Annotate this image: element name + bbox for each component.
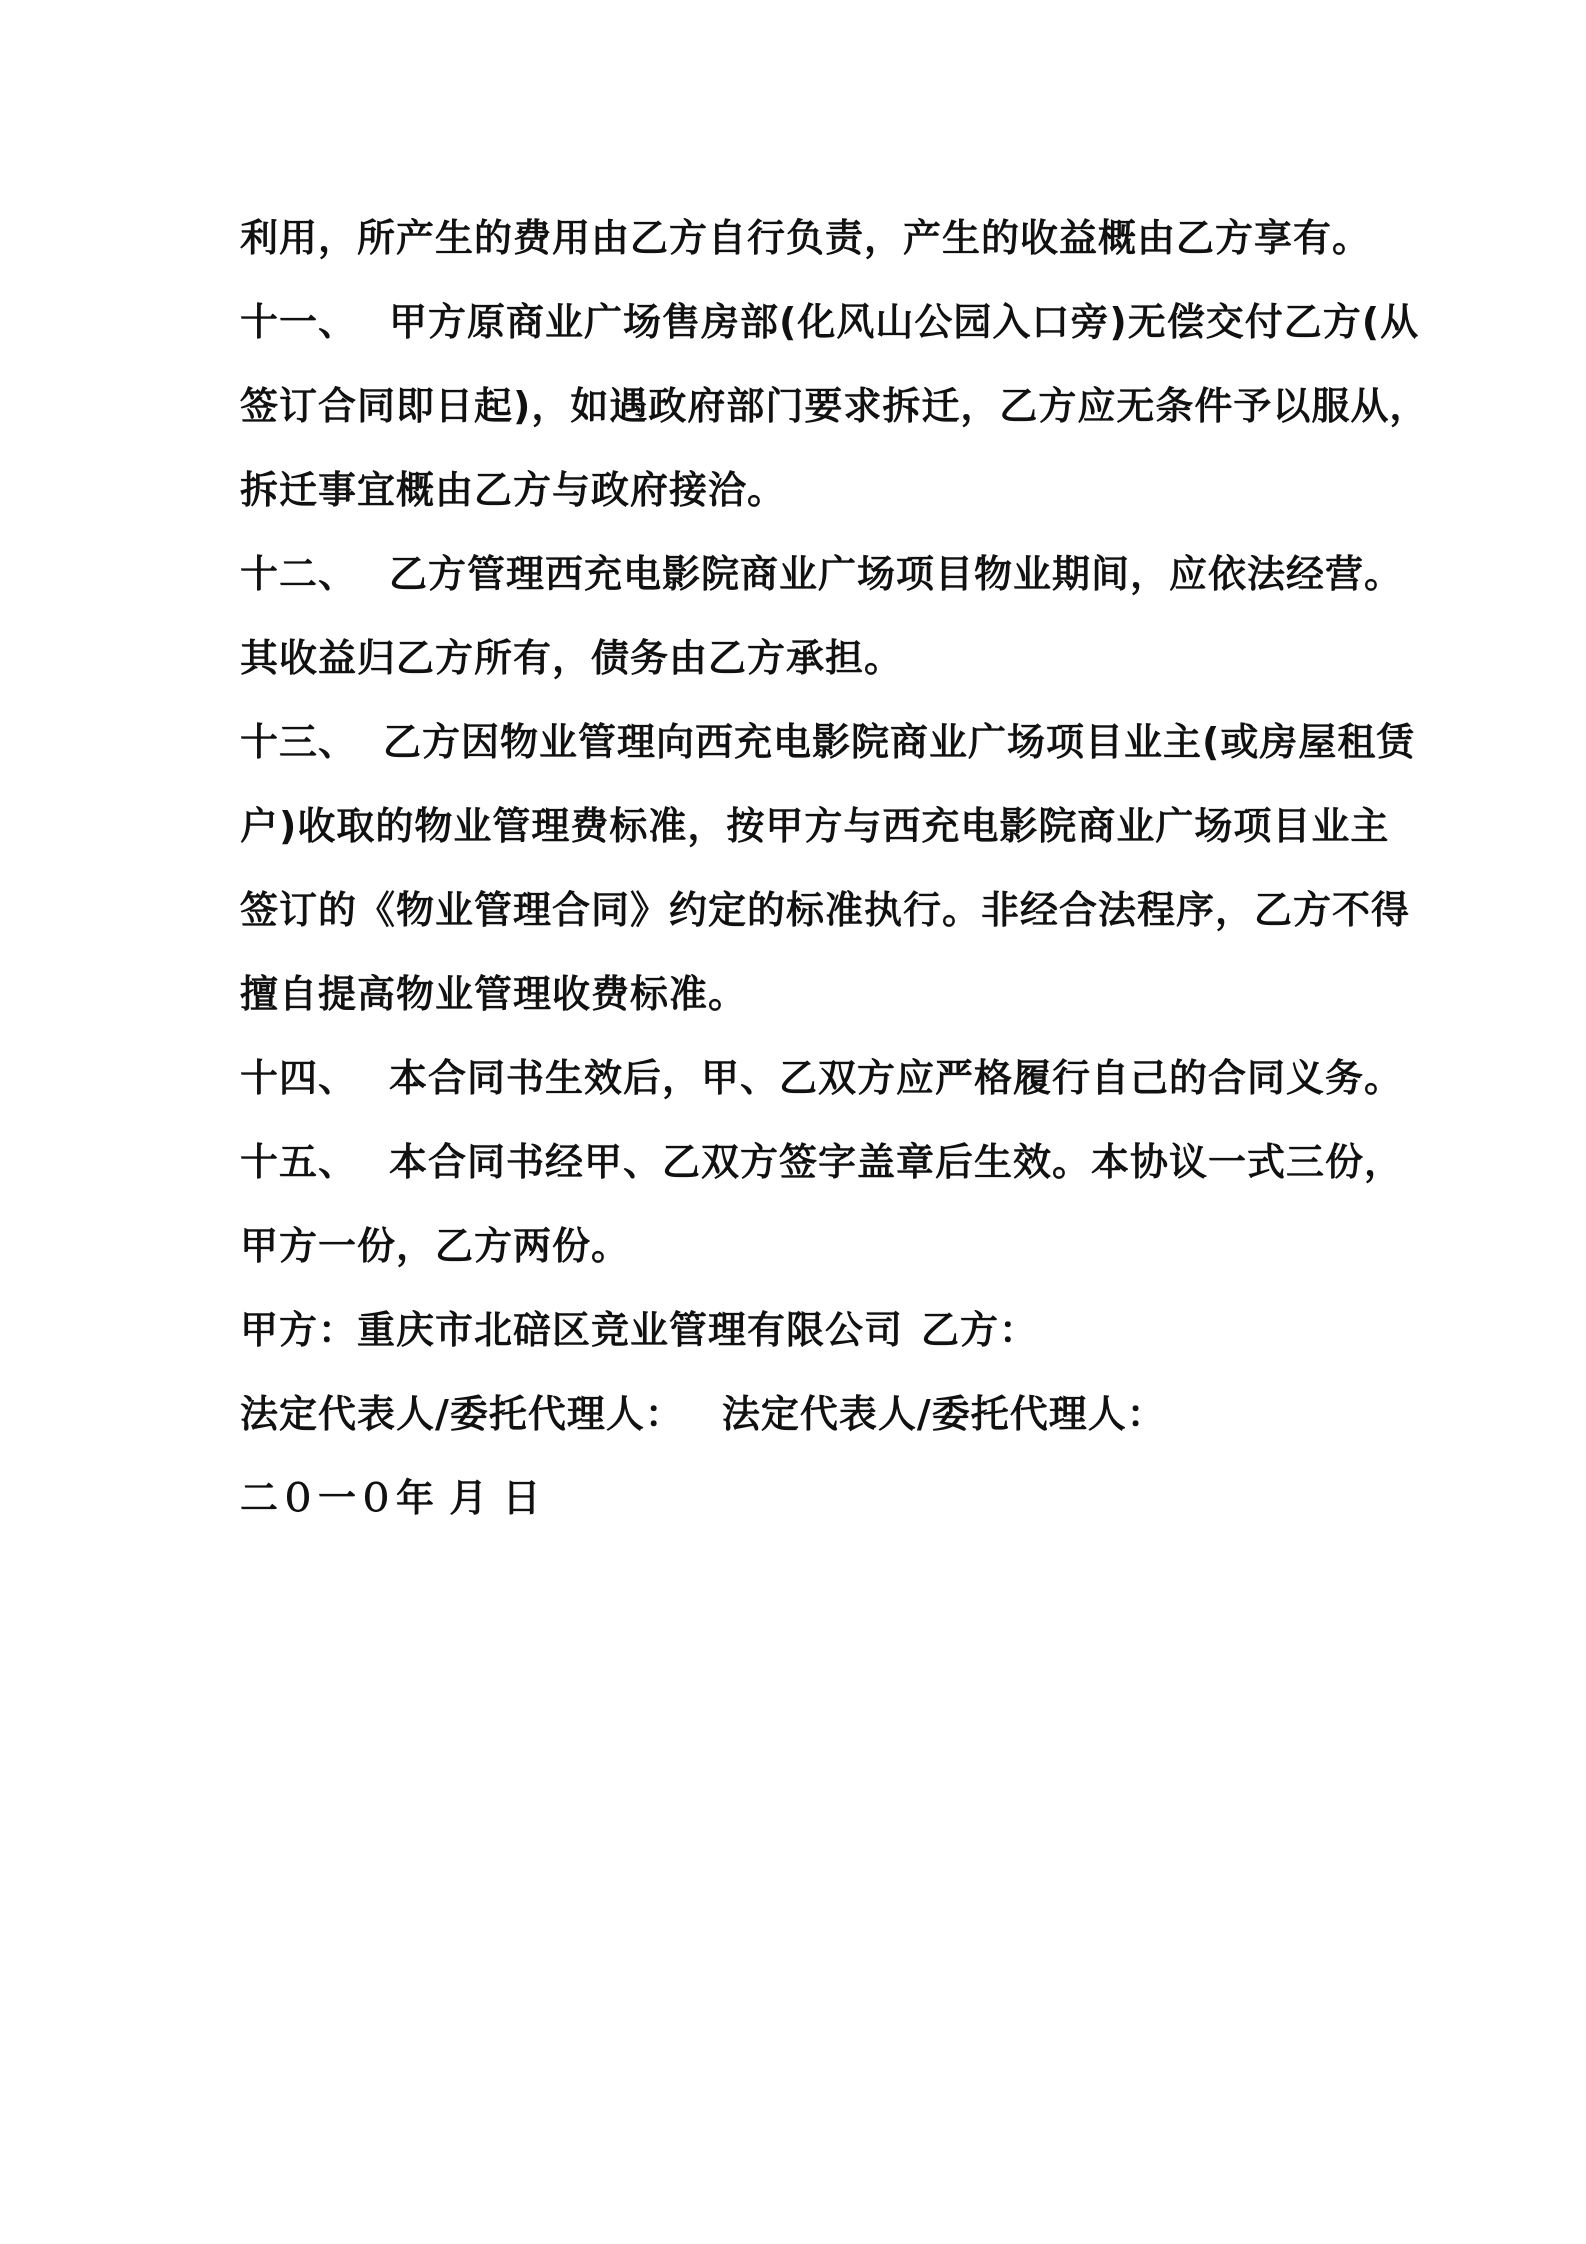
party-b: 乙方： — [921, 1308, 1039, 1352]
text-line-7: 擅自提高物业管理收费标准。 — [240, 972, 748, 1016]
text-line-2: 签订合同即日起)，如遇政府部门要求拆迁，乙方应无条件予以服从， — [240, 384, 1429, 428]
clause-14 — [240, 1036, 1404, 1120]
signature-representatives — [240, 1372, 1370, 1456]
text-line-4: 其收益归乙方所有，债务由乙方承担。 — [240, 636, 904, 680]
representative-b: 法定代表人/委托代理人： — [721, 1392, 1166, 1436]
text-line-8: 甲方一份，乙方两份。 — [240, 1224, 631, 1268]
clause-12-number: 十二、 — [240, 552, 358, 596]
clause-14-text: 本合同书生效后，甲、乙双方应严格履行自己的合同义务。 — [389, 1056, 1404, 1100]
representative-a: 法定代表人/委托代理人： — [240, 1392, 684, 1436]
clause-12 — [240, 532, 1404, 616]
clause-11 — [240, 280, 1420, 364]
clause-11-text: 甲方原商业广场售房部(化风山公园入口旁)无偿交付乙方(从 — [389, 300, 1420, 344]
clause-14-number: 十四、 — [240, 1056, 358, 1100]
clause-13 — [240, 700, 1416, 784]
contract-body — [240, 196, 1429, 1540]
party-a: 甲方：重庆市北碚区竞业管理有限公司 — [240, 1308, 904, 1352]
text-line-6: 签订的《物业管理合同》约定的标准执行。非经合法程序，乙方不得 — [240, 888, 1411, 932]
clause-13-text: 乙方因物业管理向西充电影院商业广场项目业主(或房屋租赁 — [383, 720, 1416, 764]
clause-15-text: 本合同书经甲、乙双方签字盖章后生效。本协议一式三份， — [389, 1140, 1404, 1184]
signature-parties — [240, 1288, 1370, 1372]
clause-13-number: 十三、 — [240, 720, 358, 764]
clause-15-number: 十五、 — [240, 1140, 358, 1184]
clause-15 — [240, 1120, 1404, 1204]
text-line-1: 利用，所产生的费用由乙方自行负责，产生的收益概由乙方享有。 — [240, 216, 1372, 260]
clause-11-number: 十一、 — [240, 300, 358, 344]
signature-date: 二０一０年 月 日 — [240, 1476, 542, 1520]
text-line-3: 拆迁事宜概由乙方与政府接洽。 — [240, 468, 787, 512]
clause-12-text: 乙方管理西充电影院商业广场项目物业期间，应依法经营。 — [389, 552, 1404, 596]
text-line-5: 户)收取的物业管理费标准，按甲方与西充电影院商业广场项目业主 — [240, 804, 1390, 848]
